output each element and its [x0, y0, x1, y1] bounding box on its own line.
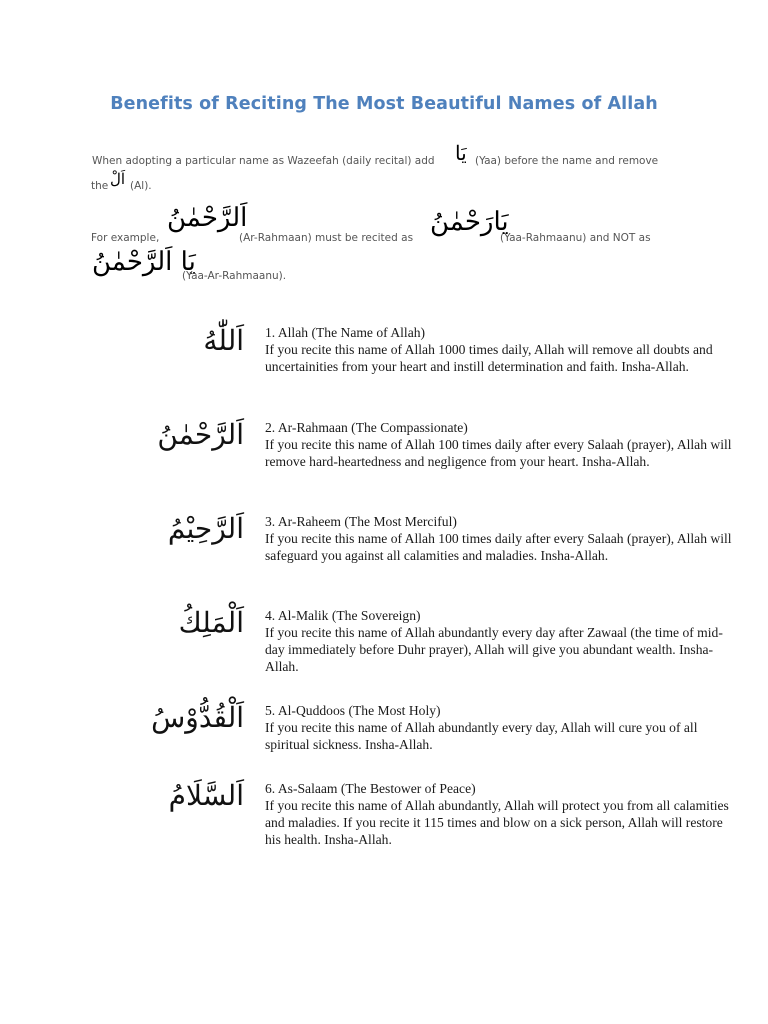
example-ar-rahmaan-arabic: اَلرَّحْمٰنُ [167, 203, 248, 233]
intro-line1-after: (Yaa) before the name and remove [475, 155, 659, 167]
name-heading: 5. Al-Quddoos (The Most Holy) [265, 703, 441, 718]
name-heading: 3. Ar-Raheem (The Most Merciful) [265, 514, 457, 529]
intro-yaa-arabic: يَا [455, 141, 467, 165]
name-entry [265, 419, 735, 470]
name-heading: 6. As-Salaam (The Bestower of Peace) [265, 781, 476, 796]
intro-al-arabic: اَلْ [110, 170, 126, 188]
name-description: If you recite this name of Allah 100 times daily after every Salaah (prayer), Allah will remove hard-heartedness and negligence from your heart. Insha-Allah. [265, 437, 732, 469]
name-arabic: اَللّٰهُ [203, 324, 244, 357]
name-entry [265, 513, 735, 564]
name-description: If you recite this name of Allah abundantly every day after Zawaal (the time of mid-day immediately before Duhr prayer), Allah will give you abundant wealth. Insha-Allah. [265, 625, 723, 674]
name-description: If you recite this name of Allah abundantly every day, Allah will cure you of all spiritual sickness. Insha-Allah. [265, 720, 698, 752]
example-yaa-rahmaanu-arabic: يَارَحْمٰنُ [430, 207, 509, 237]
name-heading: 2. Ar-Rahmaan (The Compassionate) [265, 420, 468, 435]
name-arabic: اَلسَّلَامُ [168, 779, 244, 812]
name-entry [265, 780, 735, 848]
name-description: If you recite this name of Allah 1000 times daily, Allah will remove all doubts and uncertainities from your heart and instill determination and faith. Insha-Allah. [265, 342, 713, 374]
name-entry [265, 324, 735, 375]
example-yaa-rahmaanu-translit: (Yaa-Rahmaanu) and NOT as [500, 232, 651, 244]
name-arabic: اَلرَّحْمٰنُ [157, 418, 244, 451]
name-arabic: اَلرَّحِيْمُ [167, 512, 244, 545]
name-entry [265, 702, 735, 753]
page-title: Benefits of Reciting The Most Beautiful Names of Allah [110, 94, 658, 114]
intro-line2-after: (Al). [130, 180, 152, 192]
name-heading: 1. Allah (The Name of Allah) [265, 325, 426, 340]
intro-line1-before: When adopting a particular name as Wazeefah (daily recital) add [92, 155, 435, 167]
name-description: If you recite this name of Allah abundantly, Allah will protect you from all calamities and maladies. If you recite it 115 times and blow on a sick person, Allah will restore his health. Insha-Allah. [265, 798, 729, 847]
example-wrong-arabic: يَا اَلرَّحْمٰنُ [92, 247, 196, 277]
name-heading: 4. Al-Malik (The Sovereign) [265, 608, 421, 623]
example-label: For example, [91, 232, 160, 244]
name-entry [265, 607, 735, 675]
name-arabic: اَلْقُدُّوْسُ [151, 701, 244, 734]
example-ar-rahmaan-translit: (Ar-Rahmaan) must be recited as [239, 232, 414, 244]
intro-line2-before: the [91, 180, 109, 192]
name-description: If you recite this name of Allah 100 times daily after every Salaah (prayer), Allah will safeguard you against all calamities and maladies. Insha-Allah. [265, 531, 732, 563]
name-arabic: اَلْمَلِكُ [178, 606, 244, 639]
example-wrong-translit: (Yaa-Ar-Rahmaanu). [182, 270, 287, 282]
